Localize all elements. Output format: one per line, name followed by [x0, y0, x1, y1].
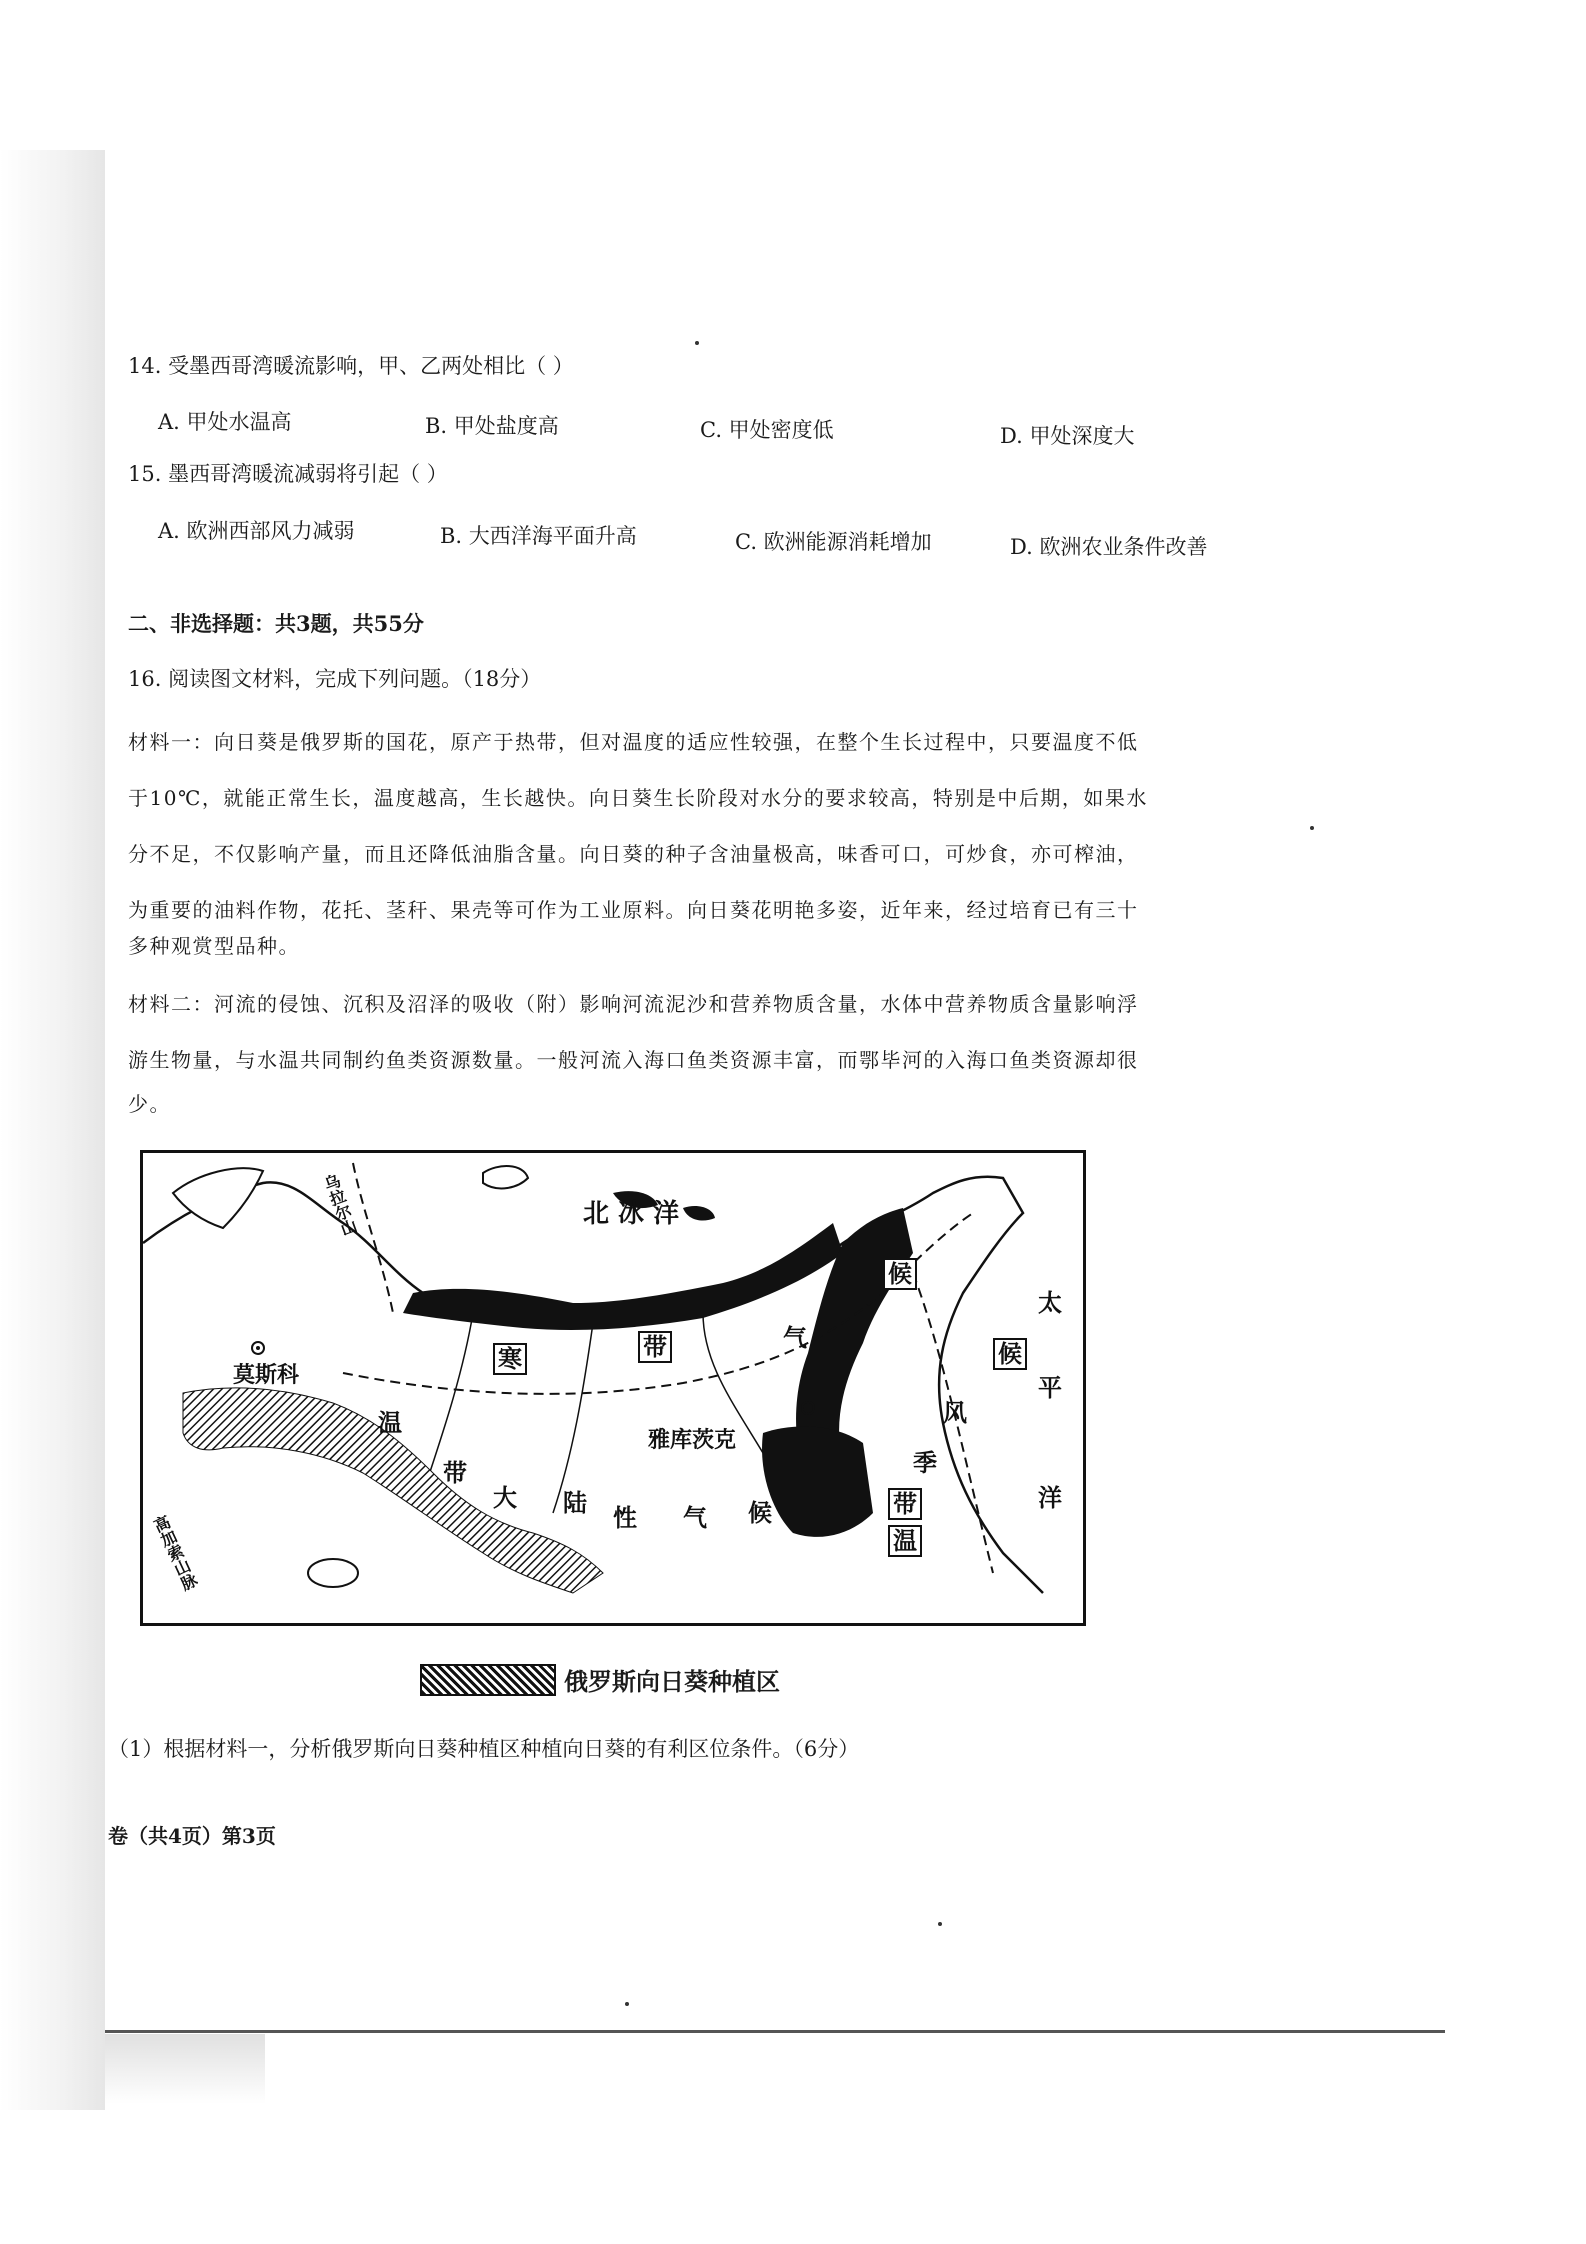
material-1-line: 分不足，不仅影响产量，而且还降低油脂含量。向日葵的种子含油量极高，味香可口，可炒食，亦可榨油，	[128, 842, 1139, 866]
q14-option-d[interactable]: D. 甲处深度大	[1000, 424, 1135, 448]
material-2-line: 少。	[128, 1092, 171, 1116]
label-temperate-6: 气	[683, 1503, 707, 1532]
label-temperate-2: 带	[443, 1458, 467, 1487]
label-subarctic-1: 寒	[493, 1343, 527, 1375]
label-pacific-2: 平	[1038, 1373, 1062, 1402]
label-climate-hou: 候	[883, 1258, 917, 1290]
question-16-stem: 16. 阅读图文材料，完成下列问题。（18分）	[128, 667, 542, 691]
label-temperate-3: 大	[493, 1483, 517, 1512]
label-ural: 乌拉尔山	[319, 1171, 360, 1239]
scandinavia	[173, 1168, 263, 1228]
label-moscow: 莫斯科	[233, 1362, 300, 1388]
label-monsoon-5: 温	[888, 1525, 922, 1557]
section-2-title: 二、非选择题：共3题，共55分	[128, 611, 424, 636]
page-footer: 卷（共4页）第3页	[108, 1824, 276, 1848]
question-15-stem: 15. 墨西哥湾暖流减弱将引起（ ）	[128, 462, 448, 486]
label-subarctic-3: 气	[783, 1323, 807, 1352]
label-pacific-1: 太	[1038, 1288, 1062, 1317]
legend-label: 俄罗斯向日葵种植区	[564, 1667, 780, 1696]
q14-option-b[interactable]: B. 甲处盐度高	[425, 414, 559, 438]
question-16-sub-1: （1）根据材料一，分析俄罗斯向日葵种植区种植向日葵的有利区位条件。（6分）	[108, 1737, 860, 1761]
material-1-line: 多种观赏型品种。	[128, 934, 300, 958]
material-1-line: 为重要的油料作物，花托、茎秆、果壳等可作为工业原料。向日葵花明艳多姿，近年来，经过培育已有三十	[128, 898, 1139, 922]
label-temperate-1: 温	[378, 1408, 402, 1437]
boundary-line-west	[353, 1163, 393, 1313]
q14-option-c[interactable]: C. 甲处密度低	[700, 418, 834, 442]
q15-option-b[interactable]: B. 大西洋海平面升高	[440, 524, 637, 548]
label-arctic-ocean: 北 冰 洋	[583, 1199, 680, 1229]
label-temperate-4: 陆	[563, 1488, 587, 1517]
novaya-zemlya	[483, 1166, 528, 1188]
moscow-marker-dot	[256, 1346, 260, 1350]
russia-sunflower-map	[140, 1150, 1086, 1626]
label-pacific-3: 洋	[1038, 1483, 1062, 1512]
material-2-line: 材料二：河流的侵蚀、沉积及沼泽的吸收（附）影响河流泥沙和营养物质含量，水体中营养物质含量影响浮	[128, 992, 1139, 1016]
label-caucasus: 高加索山脉	[148, 1512, 201, 1594]
material-2-line: 游生物量，与水温共同制约鱼类资源数量。一般河流入海口鱼类资源丰富，而鄂毕河的入海口鱼类资源却很	[128, 1048, 1139, 1072]
q15-option-a[interactable]: A. 欧洲西部风力减弱	[158, 519, 355, 543]
legend-swatch	[420, 1664, 556, 1696]
scan-shadow-bottom	[105, 2034, 265, 2104]
q14-option-a[interactable]: A. 甲处水温高	[158, 410, 292, 434]
label-yakutsk: 雅库茨克	[648, 1427, 737, 1453]
q15-option-c[interactable]: C. 欧洲能源消耗增加	[735, 530, 932, 554]
tundra-zone	[403, 1223, 843, 1330]
arctic-island	[683, 1206, 715, 1220]
label-monsoon-4: 带	[888, 1488, 922, 1520]
scan-edge-line	[105, 2030, 1445, 2033]
label-temperate-5: 性	[613, 1503, 637, 1532]
label-temperate-7: 候	[748, 1498, 772, 1527]
material-1-line: 材料一：向日葵是俄罗斯的国花，原产于热带，但对温度的适应性较强，在整个生长过程中，只要温度不低	[128, 730, 1139, 754]
scan-speck	[938, 1922, 942, 1926]
label-subarctic-2: 带	[638, 1331, 672, 1363]
monsoon-zone	[762, 1426, 873, 1536]
scan-speck	[625, 2002, 629, 2006]
black-sea	[308, 1559, 358, 1587]
scan-speck	[695, 341, 699, 345]
scan-speck	[1310, 826, 1314, 830]
question-14-stem: 14. 受墨西哥湾暖流影响，甲、乙两处相比（ ）	[128, 354, 574, 378]
label-monsoon-1: 候	[993, 1338, 1027, 1370]
material-1-line: 于10℃，就能正常生长，温度越高，生长越快。向日葵生长阶段对水分的要求较高，特别是中后期，如果水	[128, 786, 1148, 810]
label-monsoon-3: 季	[913, 1448, 937, 1477]
label-monsoon-2: 风	[943, 1398, 967, 1427]
scan-shadow-left	[0, 150, 105, 2110]
q15-option-d[interactable]: D. 欧洲农业条件改善	[1010, 535, 1208, 559]
